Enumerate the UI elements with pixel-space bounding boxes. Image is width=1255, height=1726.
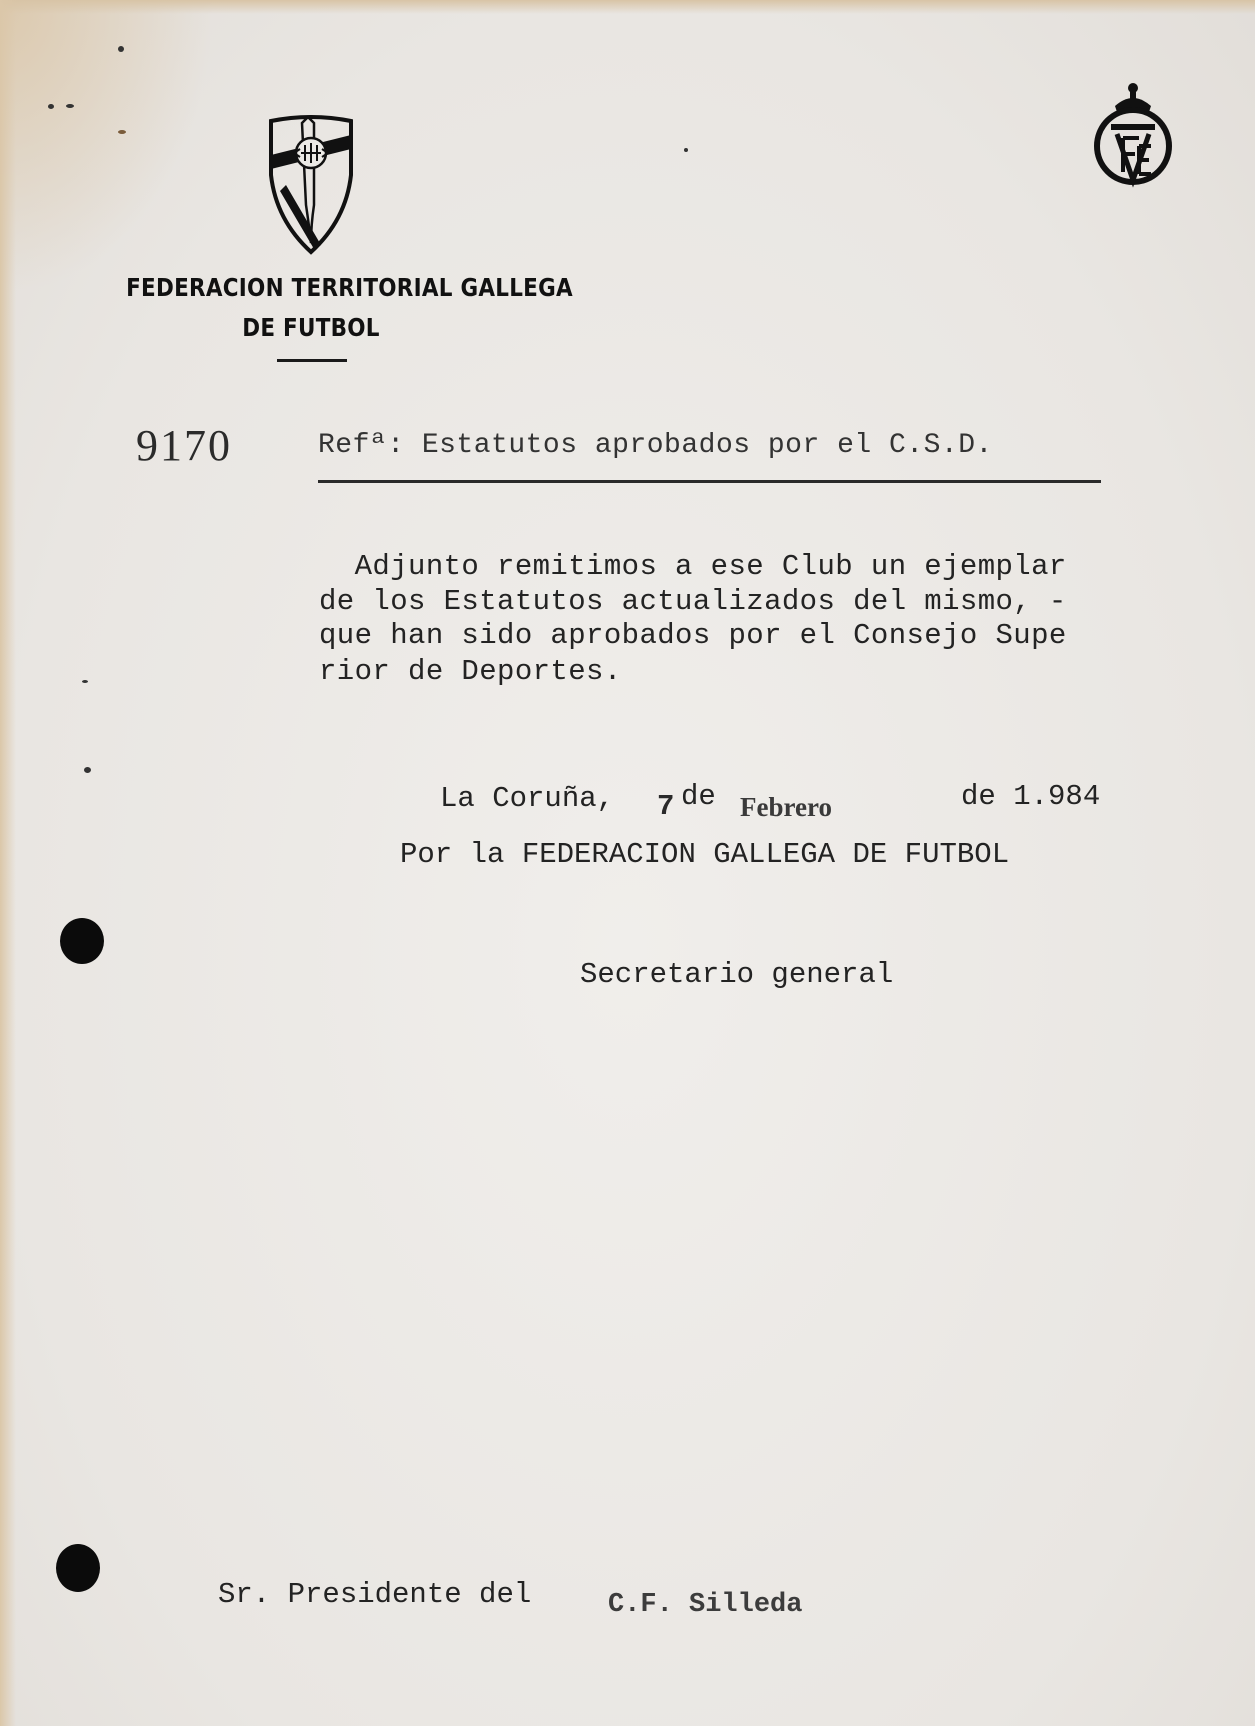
federation-crest-icon bbox=[266, 115, 356, 255]
paper-speck bbox=[118, 130, 126, 134]
punch-hole-bottom bbox=[56, 1544, 100, 1592]
signature-title: Secretario general bbox=[580, 958, 894, 991]
letterhead-title bbox=[126, 268, 573, 348]
date-city: La Coruña, bbox=[440, 782, 615, 815]
paper-speck bbox=[66, 104, 74, 108]
signature-federation: Por la FEDERACION GALLEGA DE FUTBOL bbox=[400, 838, 1010, 871]
date-line bbox=[440, 776, 1120, 826]
body-line-2: de los Estatutos actualizados del mismo, - bbox=[319, 585, 1067, 618]
letterhead-line-1: FEDERACION TERRITORIAL GALLEGA bbox=[126, 273, 573, 302]
reference-subject: Refª: Estatutos aprobados por el C.S.D. bbox=[318, 430, 993, 461]
date-de: de bbox=[681, 780, 716, 813]
paper-speck bbox=[82, 680, 88, 683]
reference-underline bbox=[318, 480, 1101, 483]
paper-speck bbox=[84, 767, 91, 773]
reference-number: 9170 bbox=[136, 421, 232, 470]
addressee-label: Sr. Presidente del bbox=[218, 1578, 532, 1611]
paper-speck bbox=[684, 148, 688, 152]
punch-hole-top bbox=[60, 918, 104, 964]
body-line-1: Adjunto remitimos a ese Club un ejemplar bbox=[319, 550, 1067, 583]
paper-speck bbox=[48, 104, 54, 109]
body-line-4: rior de Deportes. bbox=[319, 655, 622, 688]
date-month: Febrero bbox=[740, 792, 832, 822]
date-year: de 1.984 bbox=[961, 780, 1101, 813]
spanish-federation-crest-icon bbox=[1093, 76, 1173, 188]
date-day: 7 bbox=[657, 790, 675, 823]
addressee-club: C.F. Silleda bbox=[608, 1590, 803, 1620]
letterhead-divider bbox=[277, 359, 347, 362]
body-line-3: que han sido aprobados por el Consejo Supe bbox=[319, 619, 1067, 652]
letterhead-line-2: DE FUTBOL bbox=[242, 313, 380, 342]
paper-speck bbox=[118, 46, 124, 52]
